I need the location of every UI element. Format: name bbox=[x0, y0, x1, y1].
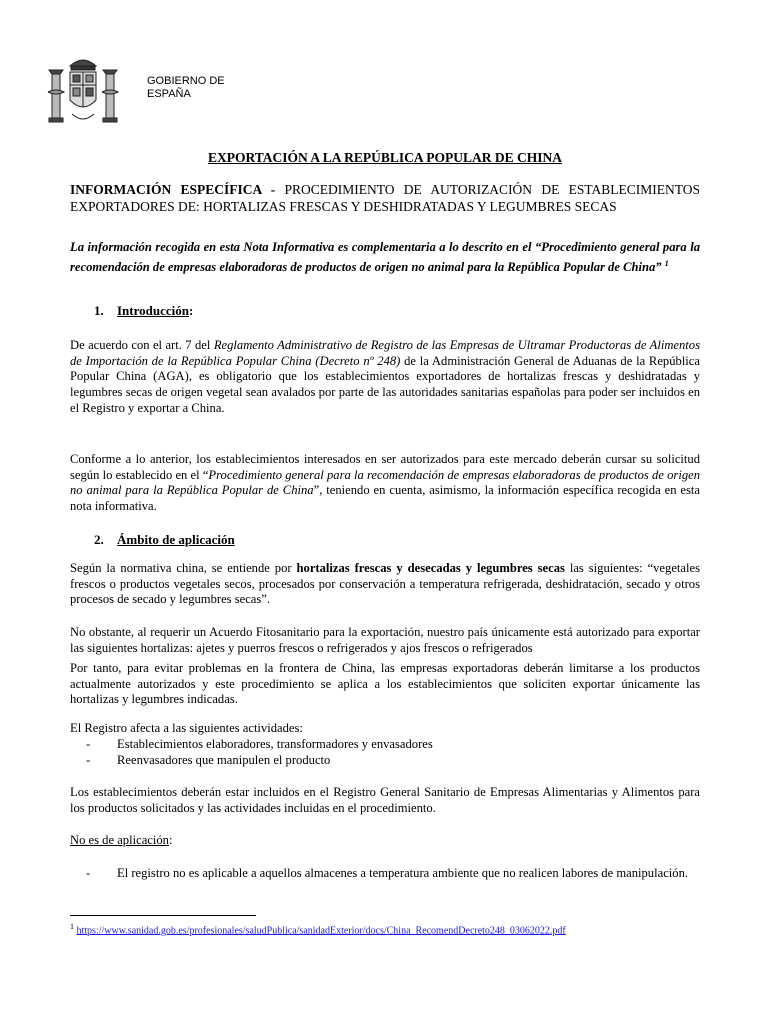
footnote-link[interactable]: https://www.sanidad.gob.es/profesionales/saludPublica/sanidadExterior/docs/China_RecomendDecreto248_03062022.pdf bbox=[76, 925, 566, 937]
text-run: de la Administración General de Aduanas de la República Popular China (AGA), es obligatorio que los establecimientos exportadores de hortalizas frescas y deshidratadas y legumbres secas de origen vegetal sean avalados por parte de las autoridades sanitarias españolas para poder ser incluidos en el Registro y exportar a China. bbox=[70, 353, 700, 415]
text-run-italic: Procedimiento general para la recomendación de empresas elaboradoras de productos de origen no animal para la República Popular de China bbox=[70, 467, 700, 498]
no-aplica-heading bbox=[70, 833, 700, 849]
list-dash: - bbox=[86, 866, 91, 880]
list-dash: - bbox=[86, 752, 91, 767]
footnote-number: 1 bbox=[70, 922, 74, 931]
footnote bbox=[70, 922, 566, 936]
footnote-ref: 1 bbox=[664, 258, 669, 268]
section-number: 2. bbox=[94, 532, 104, 547]
exclusion-text: El registro no es aplicable a aquellos almacenes a temperatura ambiente que no realicen labores de manipulación. bbox=[117, 866, 689, 880]
no-aplica-label: No es de aplicación bbox=[70, 833, 169, 847]
text-run: De acuerdo con el art. 7 del bbox=[70, 338, 214, 352]
list-item bbox=[86, 753, 700, 769]
document-subtitle bbox=[70, 182, 700, 215]
gov-line-1: GOBIERNO DE bbox=[147, 75, 225, 87]
section-label: Ámbito de aplicación bbox=[117, 532, 235, 547]
section-suffix: : bbox=[189, 303, 194, 318]
text-run-italic: Reglamento Administrativo de Registro de las Empresas de Ultramar Productoras de Alimentos de Importación de la República Popular China (Decreto nº 248) bbox=[70, 338, 700, 368]
paragraph-normativa bbox=[70, 561, 700, 608]
intro-note bbox=[70, 240, 700, 275]
paragraph-reglamento bbox=[70, 338, 700, 417]
coat-of-arms-logo bbox=[46, 52, 120, 128]
list-item bbox=[86, 737, 700, 753]
gov-line-2: ESPAÑA bbox=[147, 88, 191, 100]
subtitle-bold: INFORMACIÓN ESPECÍFICA - bbox=[70, 182, 276, 197]
paragraph-acuerdo: No obstante, al requerir un Acuerdo Fitosanitario para la exportación, nuestro país únicamente está autorizado para exportar las siguientes hortalizas: ajetes y puerros frescos o refrigerados y ajos frescos o refrigerados bbox=[70, 625, 700, 655]
exclusion-item bbox=[86, 866, 700, 882]
text-run: las siguientes: “vegetales frescos o productos vegetales secos, procesados por conservación a temperatura refrigerada, deshidratación, secado y otros procesos de secado y legumbres secas”. bbox=[70, 561, 700, 607]
list-item-text: Establecimientos elaboradores, transformadores y envasadores bbox=[117, 737, 433, 751]
intro-note-text: La información recogida en esta Nota Informativa es complementaria a lo descrito en el “Procedimiento general para la recomendación de empresas elaboradoras de productos de origen no animal para la República Popular de China” bbox=[70, 240, 700, 274]
paragraph-registro: El Registro afecta a las siguientes actividades: bbox=[70, 721, 303, 735]
text-run: Según la normativa china, se entiende por bbox=[70, 561, 297, 575]
section-number: 1. bbox=[94, 303, 104, 318]
text-run: Conforme a lo anterior, los establecimientos interesados en ser autorizados para este mercado deberán cursar su solicitud según lo establecido en el “ bbox=[70, 452, 700, 482]
text-run: ”, teniendo en cuenta, asimismo, la información específica recogida en esta nota informativa. bbox=[70, 483, 700, 514]
paragraph-establecimientos: Los establecimientos deberán estar incluidos en el Registro General Sanitario de Empresas Alimentarias y Alimentos para los productos solicitados y las actividades incluidas en el procedimiento. bbox=[70, 785, 700, 815]
paragraph-frontera: Por tanto, para evitar problemas en la frontera de China, las empresas exportadoras deberán limitarse a los productos actualmente autorizados y este procedimiento se aplica a los establecimientos que soliciten exportar únicamente las hortalizas y legumbres indicadas. bbox=[70, 661, 700, 707]
section-heading-introduccion bbox=[94, 303, 193, 319]
subtitle-rest: PROCEDIMIENTO DE AUTORIZACIÓN DE ESTABLECIMIENTOS EXPORTADORES DE: HORTALIZAS FRESCAS Y DESHIDRATADAS Y LEGUMBRES SECAS bbox=[70, 182, 700, 214]
government-label bbox=[147, 75, 225, 101]
page-title: EXPORTACIÓN A LA REPÚBLICA POPULAR DE CHINA bbox=[207, 150, 563, 165]
section-label: Introducción bbox=[117, 303, 189, 318]
activities-list bbox=[86, 737, 700, 768]
paragraph-conforme bbox=[70, 452, 700, 515]
list-item-text: Reenvasadores que manipulen el producto bbox=[117, 752, 331, 767]
list-dash: - bbox=[86, 737, 91, 751]
text-run-bold: hortalizas frescas y desecadas y legumbres secas bbox=[296, 561, 565, 575]
footnote-divider bbox=[70, 915, 256, 916]
no-aplica-suffix: : bbox=[168, 833, 173, 847]
section-heading-ambito bbox=[94, 532, 235, 548]
